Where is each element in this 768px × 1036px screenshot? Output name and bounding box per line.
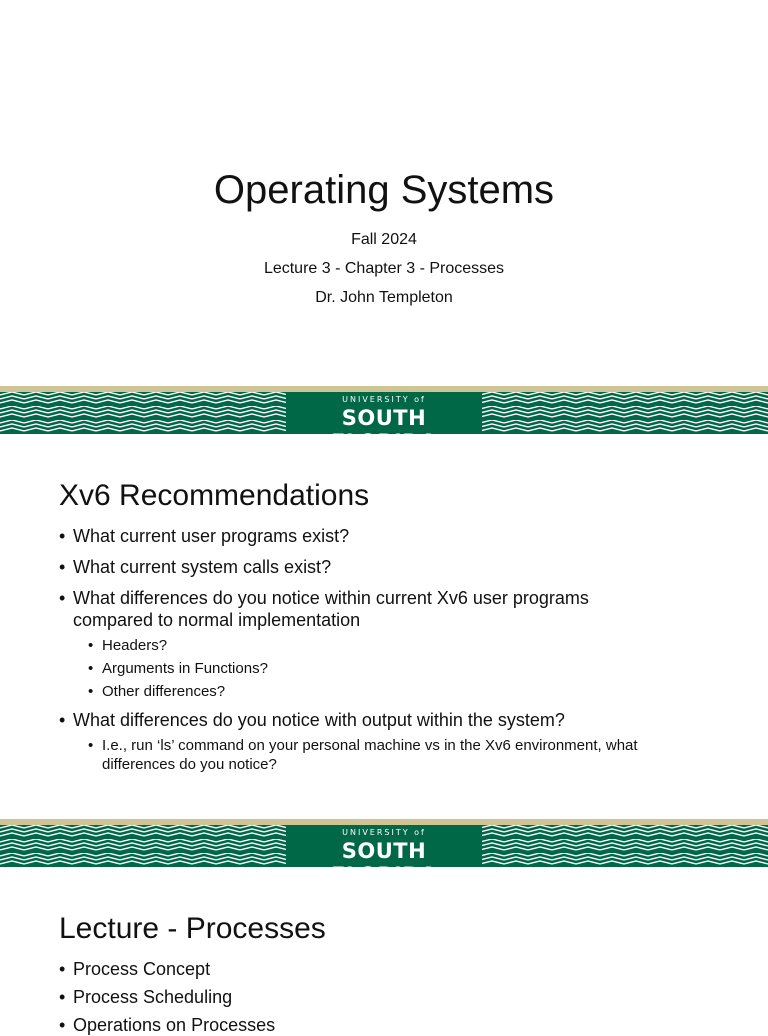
- usf-logo-top: UNIVERSITY of: [342, 828, 426, 837]
- slide-lecture-processes: [0, 867, 768, 1035]
- bullet-text: Process Concept: [73, 959, 211, 979]
- sub-bullet-dot: •: [88, 660, 94, 677]
- bullet-item: [59, 525, 728, 547]
- slide-heading: Xv6 Recommendations: [59, 479, 370, 512]
- sub-bullet-item: [88, 659, 728, 678]
- usf-banner: [0, 386, 768, 434]
- usf-logo-top: UNIVERSITY of: [342, 395, 426, 404]
- bullet-text: Process Scheduling: [73, 987, 233, 1007]
- bullet-dot: •: [59, 557, 66, 577]
- sub-bullet-dot: •: [88, 637, 94, 654]
- sub-bullet-text: I.e., run ‘ls’ command on your personal machine vs in the Xv6 environment, what differences do you notice?: [102, 737, 638, 773]
- usf-logo-bottom: SOUTH: [341, 406, 427, 430]
- usf-logo-bottom: SOUTH: [341, 839, 427, 863]
- bullet-text: What current user programs exist?: [73, 526, 350, 546]
- usf-logo: [286, 825, 482, 866]
- bullet-item: [59, 958, 728, 980]
- bullet-item: [59, 587, 648, 631]
- bullet-dot: •: [59, 959, 66, 979]
- sub-bullet-item: [88, 736, 692, 774]
- bullet-item: [59, 1014, 728, 1036]
- slide-heading: Lecture - Processes: [59, 912, 326, 945]
- usf-banner: [0, 819, 768, 867]
- bullet-dot: •: [59, 710, 66, 730]
- slide-xv6-recommendations: [0, 434, 768, 819]
- title-slide: [0, 0, 768, 386]
- instructor-label: Dr. John Templeton: [315, 289, 453, 306]
- bullet-dot: •: [59, 588, 66, 608]
- bullet-dot: •: [59, 1015, 66, 1035]
- bullet-item: [59, 556, 728, 578]
- sub-bullet-text: Arguments in Functions?: [102, 660, 268, 677]
- sub-bullet-item: [88, 682, 728, 701]
- sub-bullet-text: Headers?: [102, 637, 168, 654]
- bullet-text: What differences do you notice within current Xv6 user programs compared to normal implementation: [73, 588, 589, 630]
- sub-bullet-item: [88, 636, 728, 655]
- bullet-item: [59, 986, 728, 1008]
- sub-bullet-dot: •: [88, 737, 94, 754]
- slide-title: Operating Systems: [213, 168, 555, 212]
- bullet-text: What differences do you notice with output within the system?: [73, 710, 565, 730]
- sub-bullet-text: Other differences?: [102, 683, 226, 700]
- lecture-label: Lecture 3 - Chapter 3 - Processes: [263, 260, 505, 277]
- bullet-text: What current system calls exist?: [73, 557, 332, 577]
- term-label: Fall 2024: [351, 231, 417, 248]
- usf-logo: [286, 392, 482, 433]
- sub-bullet-dot: •: [88, 683, 94, 700]
- bullet-item: [59, 709, 728, 731]
- bullet-text: Operations on Processes: [73, 1015, 276, 1035]
- bullet-dot: •: [59, 526, 66, 546]
- bullet-dot: •: [59, 987, 66, 1007]
